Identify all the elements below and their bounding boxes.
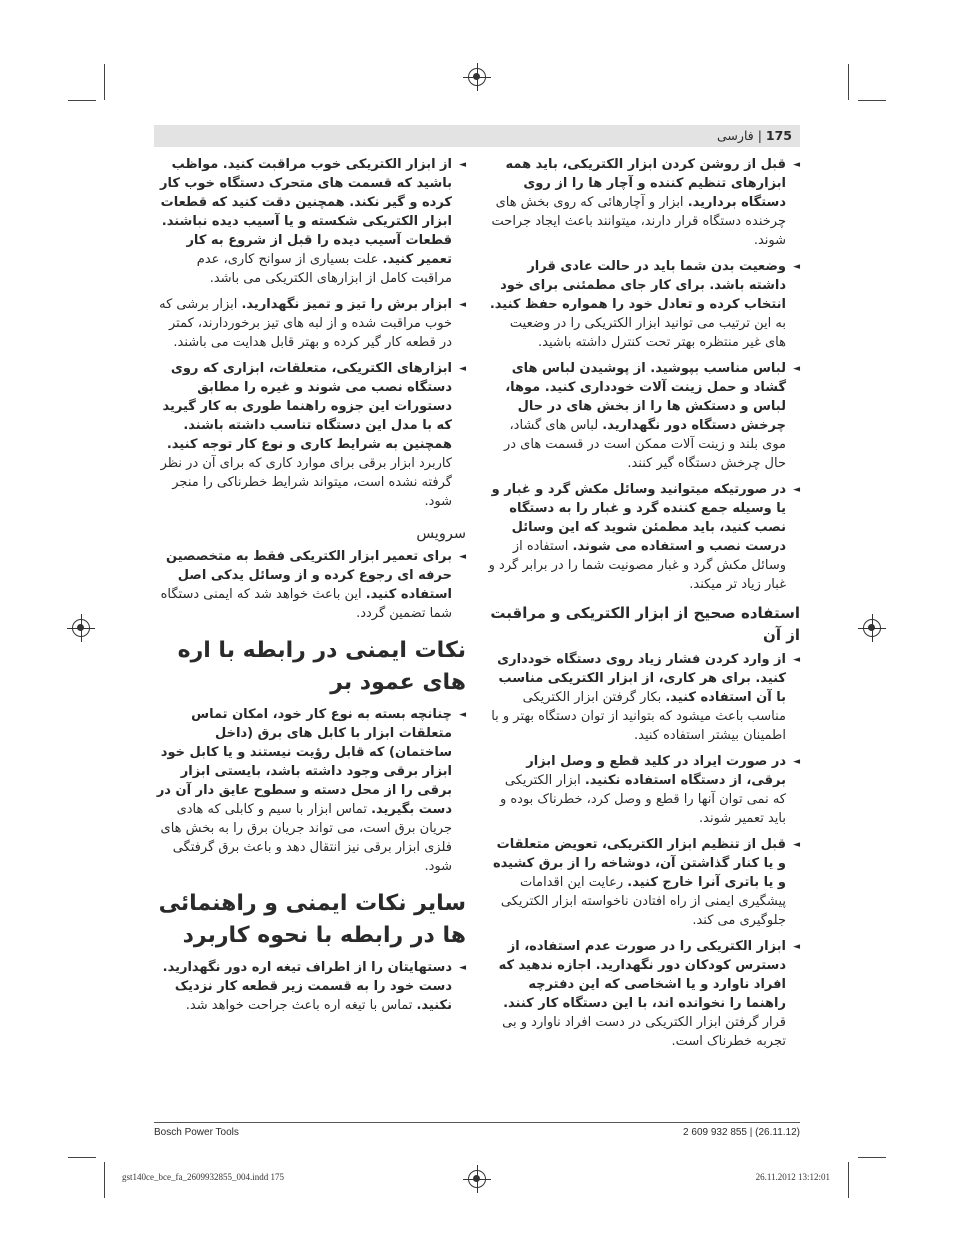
crop-mark: [104, 64, 105, 100]
crop-mark: [858, 100, 886, 101]
registration-mark-icon: [72, 619, 90, 637]
page-number: 175: [765, 128, 792, 143]
list-item: ◄ ابزارهای الکتریکی، متعلقات، ابزاری که روی دستگاه نصب می شوند و غیره را مطابق دستورات این جزوه راهنما طوری به کار گیرید که با مدل این دستگاه تناسب داشته باشند. همچنین به شرایط کاری و نوع کار توجه کنید. کاربرد ابزار برقی برای موارد کاری که برای آن در نظر گرفته نشده است، میتواند شرایط خطرناکی را منجر شود.: [154, 359, 466, 511]
slug-date: 26.11.2012 13:12:01: [755, 1172, 830, 1182]
footer-doc-number: 2 609 932 855 | (26.11.12): [683, 1127, 800, 1138]
registration-mark-icon: [468, 1170, 486, 1188]
footer-divider: [154, 1122, 800, 1123]
list-item: ◄ لباس مناسب بپوشید. از پوشیدن لباس های گشاد و حمل زینت آلات خودداری کنید. موها، لباس و دستکش ها را از بخش های در حال چرخش دستگاه دور نگهدارید. لباس های گشاد، موی بلند و زینت آلات ممکن است در قسمت های در حال چرخش دستگاه گیر کنند.: [488, 359, 800, 473]
list-item: ◄ ابزار برش را تیز و تمیز نگهدارید. ابزار برشی که خوب مراقبت شده و از لبه های تیز برخوردارند، کمتر در قطعه کار گیر کرده و بهتر قابل هدایت می باشند.: [154, 295, 466, 352]
list-item: ◄ چنانچه بسته به نوع کار خود، امکان تماس متعلقات ابزار با کابل های برق (داخل ساختمان) که قابل رؤیت نیستند و یا کابل خود ابزار برقی وجود داشته باشد، بایستی ابزار برقی را از محل دسته و سطوح عایق دار آن در دست بگیرید. تماس ابزار با سیم و کابلی که هادی جریان برق است، می تواند جریان برق را به بخش های فلزی ابزار برقی نیز انتقال دهد و باعث برق گرفتگی شود.: [154, 705, 466, 876]
list-item: ◄ برای تعمیر ابزار الکتریکی فقط به متخصصین حرفه ای رجوع کرده و از وسائل یدکی اصل استفاده کنید. این باعث خواهد شد که ایمنی دستگاه شما تضمین گردد.: [154, 547, 466, 623]
header-text: 175 | فارسی: [717, 128, 792, 143]
list-item: ◄ در صورت ایراد در کلید قطع و وصل ابزار برقی، از دستگاه استفاده نکنید. ابزار الکتریکی که نمی توان آنها را قطع و وصل کرد، خطرناک بوده و باید تعمیر شوند.: [488, 752, 800, 828]
right-column: [488, 155, 800, 1058]
crop-mark: [68, 100, 96, 101]
list-item: ◄ از وارد کردن فشار زیاد روی دستگاه خودداری کنید. برای هر کاری، از ابزار الکتریکی مناسب با آن استفاده کنید. بکار گرفتن ابزار الکتریکی مناسب باعث میشود که بتوانید از توان دستگاه بهتر و با اطمینان بیشتر استفاده کنید.: [488, 650, 800, 745]
list-item: ◄ قبل از روشن کردن ابزار الکتریکی، باید همه ابزارهای تنظیم کننده و آچار ها را از روی دستگاه بردارید. ابزار و آچارهائی که روی بخش های چرخنده دستگاه قرار دارند، میتوانند باعث ایجاد جراحت شوند.: [488, 155, 800, 250]
list-item: ◄ قبل از تنظیم ابزار الکتریکی، تعویض متعلقات و یا کنار گذاشتن آن، دوشاخه را از برق کشیده و یا باتری آنرا خارج کنید. رعایت این اقدامات پیشگیری ایمنی از راه افتادن ناخواسته ابزار الکتریکی جلوگیری می کند.: [488, 835, 800, 930]
crop-mark: [104, 1162, 105, 1198]
crop-mark: [68, 1157, 96, 1158]
page-header: [154, 125, 800, 147]
service-heading: سرویس: [416, 526, 466, 542]
crop-mark: [848, 1162, 849, 1198]
section-title: نکات ایمنی در رابطه با اره های عمود بر: [177, 638, 466, 695]
language-label: فارسی: [717, 128, 754, 143]
list-item: ◄ در صورتیکه میتوانید وسائل مکش گرد و غبار و یا وسیله جمع کننده گرد و غبار را به دستگاه نصب کنید، باید مطمئن شوید که این وسائل درست نصب و استفاده می شوند. استفاده از وسائل مکش گرد و غبار مصونیت شما را در برابر گرد و غبار زیاد تر میکند.: [488, 480, 800, 594]
section-heading: استفاده صحیح از ابزار الکتریکی و مراقبت از آن: [490, 604, 800, 644]
list-item: ◄ وضعیت بدن شما باید در حالت عادی قرار داشته باشد. برای کار جای مطمئنی برای خود انتخاب کرده و تعادل خود را همواره حفظ کنید. به این ترتیب می توانید ابزار الکتریکی را در وضعیت های غیر منتظره بهتر تحت کنترل داشته باشید.: [488, 257, 800, 352]
left-column: [154, 155, 466, 1022]
registration-mark-icon: [468, 68, 486, 86]
slug-filename: gst140ce_bce_fa_2609932855_004.indd 175: [122, 1172, 284, 1182]
registration-mark-icon: [863, 619, 881, 637]
list-item: ◄ ابزار الکتریکی را در صورت عدم استفاده، از دسترس کودکان دور نگهدارید. اجازه ندهید که افراد ناوارد و یا اشخاصی که این دفترچه راهنما را نخوانده اند، با این دستگاه کار کنند. قرار گرفتن ابزار الکتریکی در دست افراد ناوارد و بی تجربه خطرناک است.: [488, 937, 800, 1051]
list-item: ◄ از ابزار الکتریکی خوب مراقبت کنید. مواظب باشید که قسمت های متحرک دستگاه خوب کار کرده و گیر نکند. همچنین دقت کنید که قطعات ابزار الکتریکی شکسته و یا آسیب دیده نباشند. قطعات آسیب دیده را قبل از شروع به کار تعمیر کنید. علت بسیاری از سوانح کاری، عدم مراقبت کامل از ابزارهای الکتریکی می باشد.: [154, 155, 466, 288]
list-item: ◄ دستهایتان را از اطراف تیغه اره دور نگهدارید. دست خود را به قسمت زیر قطعه کار نزدیک نکنید. تماس با تیغه اره باعث جراحت خواهد شد.: [154, 958, 466, 1015]
footer-brand: Bosch Power Tools: [154, 1127, 239, 1138]
section-title: سایر نکات ایمنی و راهنمائی ها در رابطه با نحوه کاربرد: [158, 891, 466, 948]
crop-mark: [848, 64, 849, 100]
crop-mark: [858, 1157, 886, 1158]
